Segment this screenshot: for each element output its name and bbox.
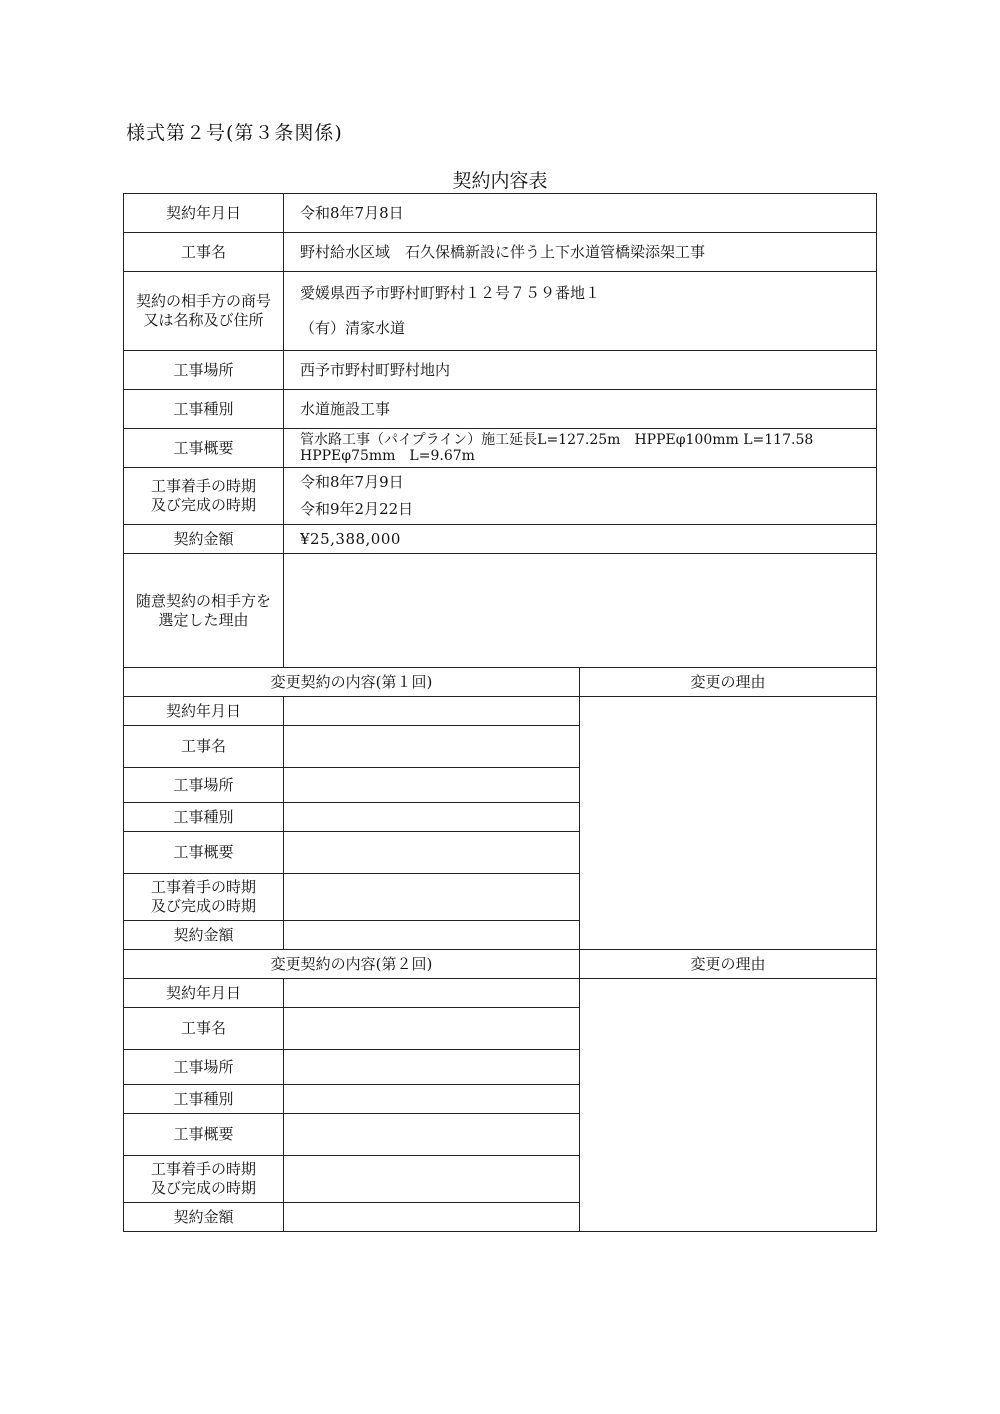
change1-value-name xyxy=(284,726,580,768)
change1-value-period xyxy=(284,874,580,921)
value-period xyxy=(284,468,877,525)
change1-value-amount xyxy=(284,921,580,950)
value-work-name: 野村給水区域 石久保橋新設に伴う上下水道管橋梁添架工事 xyxy=(284,233,877,272)
change1-reason-cell xyxy=(580,697,877,950)
row-contract-date xyxy=(124,194,877,233)
value-reason xyxy=(284,554,877,668)
change2-value-overview xyxy=(284,1114,580,1156)
label-work-type: 工事種別 xyxy=(124,390,284,429)
change2-value-amount xyxy=(284,1203,580,1232)
change1-label-overview: 工事概要 xyxy=(124,832,284,874)
change2-label-name: 工事名 xyxy=(124,1008,284,1050)
change2-value-period xyxy=(284,1156,580,1203)
label-partner: 契約の相手方の商号 又は名称及び住所 xyxy=(124,272,284,351)
form-number: 様式第２号(第３条関係) xyxy=(126,122,343,144)
label-location: 工事場所 xyxy=(124,351,284,390)
change1-value-date xyxy=(284,697,580,726)
change2-label-overview: 工事概要 xyxy=(124,1114,284,1156)
row-reason xyxy=(124,554,877,668)
change1-label-type: 工事種別 xyxy=(124,803,284,832)
row-overview xyxy=(124,429,877,468)
label-amount: 契約金額 xyxy=(124,525,284,554)
label-work-name: 工事名 xyxy=(124,233,284,272)
change1-row-date xyxy=(124,697,877,726)
change1-value-overview xyxy=(284,832,580,874)
change1-label-date: 契約年月日 xyxy=(124,697,284,726)
start-date: 令和8年7月9日 xyxy=(300,473,404,491)
change2-reason-cell xyxy=(580,979,877,1232)
change1-header-row xyxy=(124,668,877,697)
change2-value-date xyxy=(284,979,580,1008)
value-location: 西予市野村町野村地内 xyxy=(284,351,877,390)
contract-table xyxy=(123,193,877,1232)
change2-label-date: 契約年月日 xyxy=(124,979,284,1008)
label-contract-date: 契約年月日 xyxy=(124,194,284,233)
change2-label-type: 工事種別 xyxy=(124,1085,284,1114)
row-work-type xyxy=(124,390,877,429)
row-location xyxy=(124,351,877,390)
change2-header-row xyxy=(124,950,877,979)
partner-address: 愛媛県西予市野村町野村１２号７５９番地１ xyxy=(300,284,601,302)
change1-value-location xyxy=(284,768,580,803)
change1-label-name: 工事名 xyxy=(124,726,284,768)
row-work-name xyxy=(124,233,877,272)
change2-value-type xyxy=(284,1085,580,1114)
change1-label-location: 工事場所 xyxy=(124,768,284,803)
change2-value-location xyxy=(284,1050,580,1085)
label-overview: 工事概要 xyxy=(124,429,284,468)
change1-heading: 変更契約の内容(第１回) xyxy=(124,668,580,697)
row-period xyxy=(124,468,877,525)
change1-label-period: 工事着手の時期 及び完成の時期 xyxy=(124,874,284,921)
value-work-type: 水道施設工事 xyxy=(284,390,877,429)
change2-reason-heading: 変更の理由 xyxy=(580,950,877,979)
change1-value-type xyxy=(284,803,580,832)
change2-label-amount: 契約金額 xyxy=(124,1203,284,1232)
document-title: 契約内容表 xyxy=(452,170,548,192)
change2-label-location: 工事場所 xyxy=(124,1050,284,1085)
change2-label-period: 工事着手の時期 及び完成の時期 xyxy=(124,1156,284,1203)
partner-name: （有）清家水道 xyxy=(300,319,406,337)
row-partner xyxy=(124,272,877,351)
value-amount: ¥25,388,000 xyxy=(284,525,877,554)
change2-row-date xyxy=(124,979,877,1008)
value-partner xyxy=(284,272,877,351)
change1-reason-heading: 変更の理由 xyxy=(580,668,877,697)
label-reason: 随意契約の相手方を 選定した理由 xyxy=(124,554,284,668)
end-date: 令和9年2月22日 xyxy=(300,500,414,518)
change2-heading: 変更契約の内容(第２回) xyxy=(124,950,580,979)
value-contract-date: 令和8年7月8日 xyxy=(284,194,877,233)
change2-value-name xyxy=(284,1008,580,1050)
change1-label-amount: 契約金額 xyxy=(124,921,284,950)
label-period: 工事着手の時期 及び完成の時期 xyxy=(124,468,284,525)
row-amount xyxy=(124,525,877,554)
value-overview: 管水路工事（パイプライン）施工延長L=127.25m HPPEφ100mm L=117.58 HPPEφ75mm L=9.67m xyxy=(284,429,877,468)
